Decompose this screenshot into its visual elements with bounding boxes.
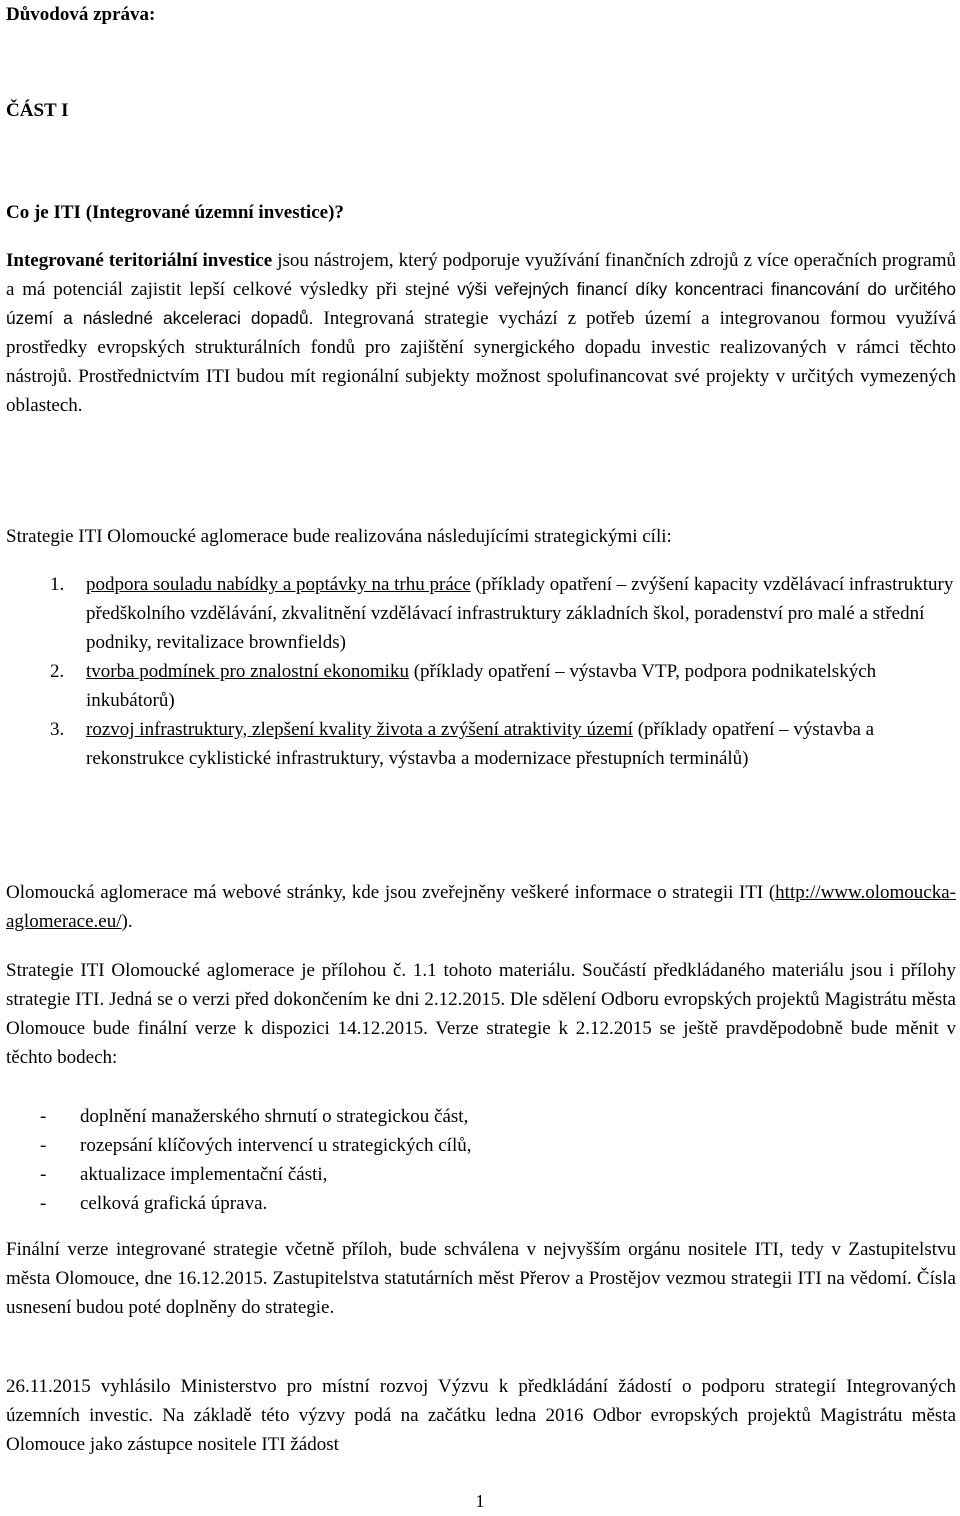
dash-marker: - bbox=[40, 1135, 47, 1156]
dash-marker: - bbox=[40, 1106, 47, 1127]
goal-number: 3. bbox=[50, 719, 65, 740]
change-item bbox=[6, 1131, 956, 1160]
document-heading: Důvodová zpráva: bbox=[6, 4, 156, 25]
goal-title: podpora souladu nabídky a poptávky na trhu práce bbox=[86, 574, 471, 595]
dash-marker: - bbox=[40, 1193, 47, 1214]
goals-intro: Strategie ITI Olomoucké aglomerace bude realizována následujícími strategickými cíli: bbox=[6, 526, 672, 547]
goal-number: 2. bbox=[50, 661, 65, 682]
part-title: ČÁST I bbox=[6, 100, 69, 121]
intro-text-rest: Integrovaná strategie vychází z potřeb území a integrovanou formou využívá prostředky evropských strukturálních fondů pro zajištění synergického dopadu investic realizovaných v rámci těchto nástrojů. Prostřednictvím ITI budou mít regionální subjekty možnost spolufinancovat své projekty v určitých vymezených oblastech. bbox=[6, 308, 956, 416]
goal-item bbox=[6, 570, 956, 657]
goal-title: tvorba podmínek pro znalostní ekonomiku bbox=[86, 661, 409, 682]
final-version-paragraph: Finální verze integrované strategie včetně příloh, bude schválena v nejvyšším orgánu nositele ITI, tedy v Zastupitelstvu města Olomouce, dne 16.12.2015. Zastupitelstva statutárních měst Přerov a Prostějov vezmou strategii ITI na vědomí. Čísla usnesení budou poté doplněny do strategie. bbox=[6, 1239, 956, 1318]
goal-description: (příklady opatření – zvýšení kapacity vzdělávací infrastruktury předškolního vzdělávání, zkvalitnění vzdělávací infrastruktury základních škol, poradenství pro malé a střední podniky, revitalizace brownfields) bbox=[86, 574, 954, 653]
page-number: 1 bbox=[475, 1491, 485, 1511]
section-question: Co je ITI (Integrované územní investice)? bbox=[6, 202, 344, 223]
dash-marker: - bbox=[40, 1164, 47, 1185]
website-link[interactable]: http://www.olomoucka-aglomerace.eu/ bbox=[6, 882, 956, 932]
change-text: rozepsání klíčových intervencí u strategických cílů, bbox=[80, 1135, 472, 1156]
ministry-paragraph: 26.11.2015 vyhlásilo Ministerstvo pro místní rozvoj Výzvu k předkládání žádostí o podporu strategií Integrovaných územních investic. Na základě této výzvy podá na začátku ledna 2016 Odbor evropských projektů Magistrátu města Olomouce jako zástupce nositele ITI žádost bbox=[6, 1376, 956, 1455]
intro-text-serif: jsou nástrojem, který podporuje využívání finančních zdrojů z více operačních programů a má potenciál zajistit lepší celkové výsledky při stejné bbox=[6, 250, 957, 300]
web-text-after: ). bbox=[121, 911, 133, 932]
goal-title: rozvoj infrastruktury, zlepšení kvality života a zvýšení atraktivity území bbox=[86, 719, 633, 740]
change-text: celková grafická úprava. bbox=[80, 1193, 268, 1214]
goals-list bbox=[6, 570, 956, 773]
web-text-before: Olomoucká aglomerace má webové stránky, kde jsou zveřejněny veškeré informace o strategii ITI ( bbox=[6, 882, 776, 903]
change-text: doplnění manažerského shrnutí o strategickou část, bbox=[80, 1106, 469, 1127]
intro-paragraph bbox=[6, 246, 956, 420]
intro-bold-term: Integrované teritoriální investice bbox=[6, 250, 273, 271]
change-item bbox=[6, 1189, 956, 1218]
goal-number: 1. bbox=[50, 574, 65, 595]
intro-text-sans: výši veřejných financí díky koncentraci financování do určitého území a následné akceleraci dopadů. bbox=[6, 279, 956, 328]
strategy-paragraph: Strategie ITI Olomoucké aglomerace je přílohou č. 1.1 tohoto materiálu. Součástí předkládaného materiálu jsou i přílohy strategie ITI. Jedná se o verzi před dokončením ke dni 2.12.2015. Dle sdělení Odboru evropských projektů Magistrátu města Olomouce bude finální verze k dispozici 14.12.2015. Verze strategie k 2.12.2015 se ještě pravděpodobně bude měnit v těchto bodech: bbox=[6, 960, 956, 1068]
goal-item bbox=[6, 715, 956, 773]
change-item bbox=[6, 1160, 956, 1189]
change-text: aktualizace implementační části, bbox=[80, 1164, 328, 1185]
changes-list bbox=[6, 1102, 956, 1218]
goal-description: (příklady opatření – výstavba VTP, podpora podnikatelských inkubátorů) bbox=[86, 661, 877, 711]
goal-description: (příklady opatření – výstavba a rekonstrukce cyklistické infrastruktury, výstavba a modernizace přestupních terminálů) bbox=[86, 719, 875, 769]
goal-item bbox=[6, 657, 956, 715]
web-paragraph bbox=[6, 878, 956, 936]
change-item bbox=[6, 1102, 956, 1131]
